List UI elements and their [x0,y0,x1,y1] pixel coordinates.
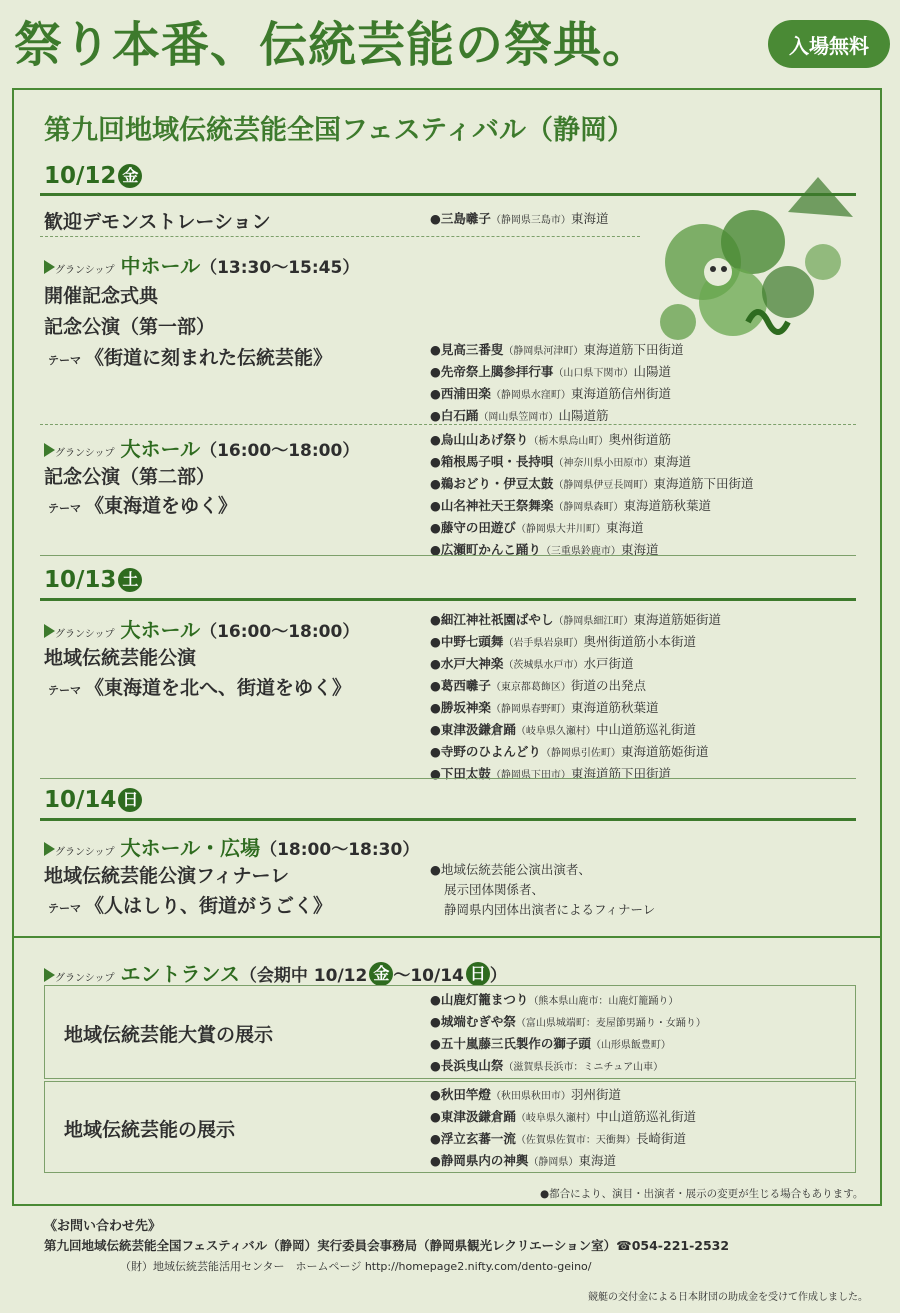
divider [40,236,640,237]
performer-item: ●山名神社天王祭舞楽（静岡県森町）東海道筋秋葉道 [430,498,711,513]
exhibit-item: ●長浜曳山祭（滋賀県長浜市：ミニチュア山車） [430,1058,664,1073]
phone-number: ☎054-221-2532 [616,1238,730,1253]
contact-sub[interactable]: （財）地域伝統芸能活用センター ホームページ http://homepage2.nifty.com/dento-geino/ [120,1260,592,1273]
day3-venue: グランシップ 大ホール・広場（18:00〜18:30） [44,832,419,861]
triangle-icon [44,260,55,274]
performer-item: ●地域伝統芸能公演出演者、 [430,862,591,877]
performer-item: ●箱根馬子唄・長持唄（神奈川県小田原市）東海道 [430,454,691,469]
performer-item: ●藤守の田遊び（静岡県大井川町）東海道 [430,520,644,535]
contact-label: 《お問い合わせ先》 [44,1219,162,1234]
exhibit-item: ●静岡県内の神輿（静岡県）東海道 [430,1153,616,1168]
exhibit-item: ●城端むぎや祭（富山県城端町：麦屋節男踊り・女踊り） [430,1014,706,1029]
performer-item: 展示団体関係者、 [444,882,545,897]
session2-venue: グランシップ 大ホール（16:00〜18:00） [44,433,359,462]
performer-item: ●中野七頭舞（岩手県岩泉町）奥州街道筋小本街道 [430,634,696,649]
exhibit-item: ●五十嵐藤三氏製作の獅子頭（山形県飯豊町） [430,1036,671,1051]
entrance-venue: グランシップ エントランス（会期中 10/12 金 〜10/14 日 ） [44,958,507,987]
performer-item: ●勝坂神楽（静岡県春野町）東海道筋秋葉道 [430,700,659,715]
day2-theme: テーマ 《東海道を北へ、街道をゆく》 [48,677,352,699]
performer-item: ●広瀬町かんこ踊り（三重県鈴鹿市）東海道 [430,542,659,557]
festival-illustration [648,172,856,352]
performer-item: ●鵜おどり・伊豆太鼓（静岡県伊豆長岡町）東海道筋下田街道 [430,476,754,491]
exhibit-title: 地域伝統芸能の展示 [64,1119,236,1141]
divider [14,936,880,938]
performer-item: ●細江神社祇園ばやし（静岡県細江町）東海道筋姫街道 [430,612,721,627]
triangle-icon [44,842,55,856]
performer-item: ●三島囃子（静岡県三島市）東海道 [430,211,609,226]
main-headline: 祭り本番、伝統芸能の祭典。 [14,17,652,73]
triangle-icon [44,624,55,638]
contact-org: 第九回地域伝統芸能全国フェスティバル（静岡）実行委員会事務局（静岡県観光レクリエーション室）☎054-221-2532 [44,1238,730,1253]
funding-credit: 競艇の交付金による日本財団の助成金を受けて作成しました。 [588,1292,868,1303]
exhibit-item: ●浮立玄蕃一流（佐賀県佐賀市：天衝舞）長崎街道 [430,1131,686,1146]
exhibit-items [430,1085,696,1173]
award-title: 地域伝統芸能大賞の展示 [64,1024,274,1046]
exhibit-item: ●山鹿灯籠まつり（熊本県山鹿市：山鹿灯籠踊り） [430,992,679,1007]
performer-item: ●白石踊（岡山県笠岡市）山陽道筋 [430,408,609,423]
session2-line: 記念公演（第二部） [44,466,216,488]
day3-rule [40,818,856,821]
day2-line: 地域伝統芸能公演 [44,647,197,669]
triangle-icon [44,443,55,457]
session1-venue: グランシップ 中ホール（13:30〜15:45） [44,250,359,279]
day1-rule [40,193,856,196]
festival-title: 第九回地域伝統芸能全国フェスティバル（静岡） [44,115,634,146]
divider [40,424,856,425]
date-day2: 10/13 土 [44,567,142,593]
weekday-badge: 金 [369,962,393,986]
performer-item: ●葛西囃子（東京都葛飾区）街道の出発点 [430,678,646,693]
weekday-badge: 土 [118,568,142,592]
day2-venue: グランシップ 大ホール（16:00〜18:00） [44,614,359,643]
session1-performers [430,340,683,428]
weekday-badge: 日 [466,962,490,986]
welcome-title: 歓迎デモンストレーション [44,211,271,233]
session2-theme: テーマ 《東海道をゆく》 [48,495,238,517]
performer-item: ●西浦田楽（静岡県水窪町）東海道筋信州街道 [430,386,671,401]
date-day1: 10/12 金 [44,163,142,189]
triangle-icon [44,968,55,982]
change-notice: ●都合により、演目・出演者・展示の変更が生じる場合もあります。 [540,1188,864,1200]
day3-line: 地域伝統芸能公演フィナーレ [44,865,290,887]
session1-line: 記念公演（第一部） [44,316,216,338]
exhibit-item: ●東津汲鎌倉踊（岐阜県久瀬村）中山道筋巡礼街道 [430,1109,696,1124]
session2-performers [430,430,753,562]
performer-item: ●水戸大神楽（茨城県水戸市）水戸街道 [430,656,634,671]
performer-item: ●東津汲鎌倉踊（岐阜県久瀬村）中山道筋巡礼街道 [430,722,696,737]
award-items [430,990,706,1078]
performer-item: ●下田太鼓（静岡県下田市）東海道筋下田街道 [430,766,671,781]
date-day3: 10/14 日 [44,787,142,813]
performer-item: ●見高三番叟（静岡県河津町）東海道筋下田街道 [430,342,684,357]
exhibit-item: ●秋田竿燈（秋田県秋田市）羽州街道 [430,1087,621,1102]
welcome-performers [430,209,608,231]
performer-item: ●寺野のひよんどり（静岡県引佐町）東海道筋姫街道 [430,744,709,759]
session1-line: 開催記念式典 [44,285,159,307]
free-admission-badge: 入場無料 [768,20,890,68]
performer-item: 静岡県内団体出演者によるフィナーレ [444,902,656,917]
performer-item: ●烏山山あげ祭り（栃木県烏山町）奥州街道筋 [430,432,671,447]
day3-performers [430,860,655,920]
divider [40,778,856,779]
session1-theme: テーマ 《街道に刻まれた伝統芸能》 [48,347,333,369]
day2-performers [430,610,721,786]
divider [40,555,856,556]
day3-theme: テーマ 《人はしり、街道がうごく》 [48,895,333,917]
performer-item: ●先帝祭上臈参拝行事（山口県下関市）山陽道 [430,364,671,379]
day2-rule [40,598,856,601]
weekday-badge: 金 [118,164,142,188]
weekday-badge: 日 [118,788,142,812]
